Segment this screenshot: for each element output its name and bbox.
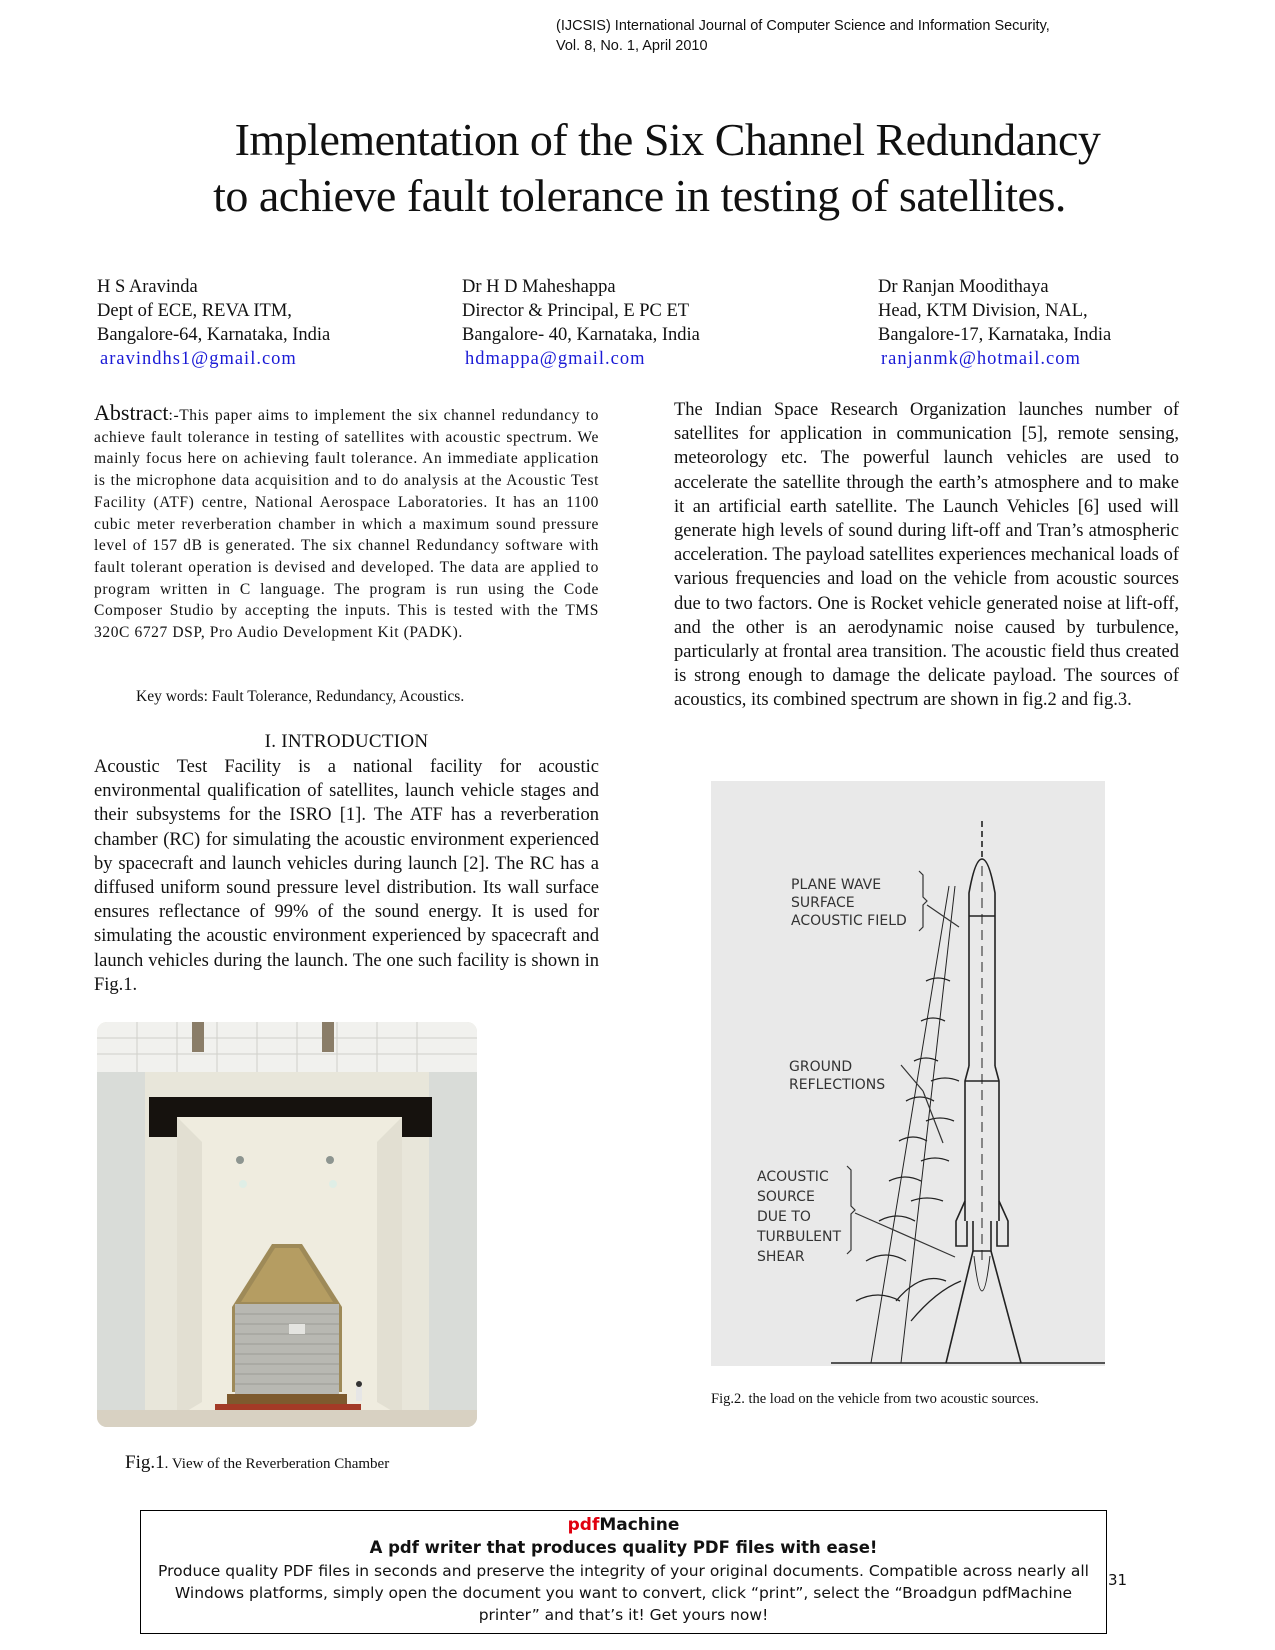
paper-title <box>0 112 1275 224</box>
diagram-label-reflections: REFLECTIONS <box>789 1077 886 1093</box>
section-heading-introduction: I. INTRODUCTION <box>264 731 429 752</box>
abstract-text: :-This paper aims to implement the six channel redundancy to achieve fault tolerance in testing of satellites with acoustic spectrum. We mainly focus here on achieving fault tolerance. An immediate application is the microphone data acquisition and to do analysis at the Acoustic Test Facility (ATF) centre, National Aerospace Laboratories. It has an 1100 cubic meter reverberation chamber in which a maximum sound pressure level of 157 dB is generated. The six channel Redundancy software with fault tolerant operation is devised and developed. The data are applied to program written in C language. The program is run using the Code Composer Studio by accepting the inputs. This is tested with the TMS 320C 6727 DSP, Pro Audio Development Kit (PADK). <box>94 407 599 642</box>
diagram-label-acoustic: ACOUSTIC <box>757 1169 829 1185</box>
journal-name: (IJCSIS) International Journal of Computer Science and Information Security, <box>556 18 1050 34</box>
author-email-link[interactable]: hdmappa@gmail.com <box>465 349 646 369</box>
author-block-3 <box>878 275 1111 371</box>
advert-brand-machine: Machine <box>599 1515 680 1535</box>
figure-1-label: Fig.1 <box>125 1452 165 1473</box>
advert-brand-pdf: pdf <box>567 1515 600 1535</box>
diagram-label-due-to: DUE TO <box>757 1209 811 1225</box>
page-number: 31 <box>1108 1571 1128 1589</box>
author-location: Bangalore-64, Karnataka, India <box>97 325 331 345</box>
author-email-link[interactable]: aravindhs1@gmail.com <box>100 349 297 369</box>
diagram-label-acoustic-field: ACOUSTIC FIELD <box>791 913 907 929</box>
advert-tagline: A pdf writer that produces quality PDF files with ease! <box>369 1538 878 1557</box>
abstract <box>94 402 599 644</box>
author-name: H S Aravinda <box>97 277 198 297</box>
author-affiliation: Head, KTM Division, NAL, <box>878 301 1088 321</box>
author-name: Dr Ranjan Moodithaya <box>878 277 1049 297</box>
diagram-label-shear: SHEAR <box>757 1249 805 1265</box>
keywords: Key words: Fault Tolerance, Redundancy, Acoustics. <box>136 688 465 705</box>
diagram-label-ground: GROUND <box>789 1059 853 1075</box>
author-block-2 <box>462 275 700 371</box>
advert-brand <box>141 1514 1106 1536</box>
introduction-text: Acoustic Test Facility is a national facility for acoustic environmental qualification of satellites, launch vehicle stages and their subsystems for the ISRO [1]. The ATF has a reverberation chamber (RC) for simulating the acoustic environment experienced by spacecraft and launch vehicles during launch [2]. The RC has a diffused uniform sound pressure level distribution. Its wall surface ensures reflectance of 99% of the sound energy. It is used for simulating the acoustic environment experienced by spacecraft and launch vehicles during the launch. The one such facility is shown in Fig.1. <box>94 757 599 995</box>
figure-2-caption: Fig.2. the load on the vehicle from two acoustic sources. <box>711 1391 1039 1407</box>
author-affiliation: Dept of ECE, REVA ITM, <box>97 301 292 321</box>
diagram-label-turbulent: TURBULENT <box>757 1229 842 1245</box>
right-column-text: The Indian Space Research Organization launches number of satellites for application in communication [5], remote sensing, meteorology etc. The powerful launch vehicles are used to accelerate the satellite through the earth’s atmosphere and to make it an artificial earth satellite. The Launch Vehicles [6] used will generate high levels of sound during lift-off and Tran’s atmospheric acceleration. The payload satellites experiences mechanical loads of various frequencies and load on the vehicle from acoustic sources due to two factors. One is Rocket vehicle generated noise at lift-off, and the other is an aerodynamic noise caused by turbulence, particularly at frontal area transition. The acoustic field thus created is strong enough to damage the delicate payload. The sources of acoustics, its combined spectrum are shown in fig.2 and fig.3. <box>674 400 1179 711</box>
advert-body: Produce quality PDF files in seconds and preserve the integrity of your original documents. Compatible across nearly all Windows platforms, simply open the document you want to convert, click “print”, select the “Broadgun pdfMachine printer” and that’s it! Get yours now! <box>158 1562 1089 1624</box>
pdfmachine-advert-box[interactable] <box>140 1510 1107 1634</box>
rocket-acoustic-sources-diagram <box>711 781 1105 1366</box>
abstract-label: Abstract <box>94 400 169 425</box>
journal-volume: Vol. 8, No. 1, April 2010 <box>556 38 708 54</box>
author-name: Dr H D Maheshappa <box>462 277 616 297</box>
journal-header <box>556 16 1050 56</box>
figure-1-caption <box>125 1452 389 1474</box>
reverberation-chamber-illustration <box>97 1022 477 1427</box>
figure-1-reverberation-chamber-photo <box>97 1022 477 1427</box>
author-location: Bangalore- 40, Karnataka, India <box>462 325 700 345</box>
figure-2-rocket-acoustic-diagram <box>711 781 1105 1366</box>
author-email-link[interactable]: ranjanmk@hotmail.com <box>881 349 1081 369</box>
title-line-2: to achieve fault tolerance in testing of satellites. <box>213 170 1066 221</box>
author-location: Bangalore-17, Karnataka, India <box>878 325 1112 345</box>
author-block-1 <box>97 275 330 371</box>
figure-1-caption-text: . View of the Reverberation Chamber <box>164 1456 390 1472</box>
diagram-label-plane-wave: PLANE WAVE <box>791 877 882 893</box>
title-line-1: Implementation of the Six Channel Redundancy <box>234 114 1101 165</box>
diagram-label-source: SOURCE <box>757 1189 815 1205</box>
diagram-label-surface: SURFACE <box>791 895 855 911</box>
author-affiliation: Director & Principal, E PC ET <box>462 301 690 321</box>
